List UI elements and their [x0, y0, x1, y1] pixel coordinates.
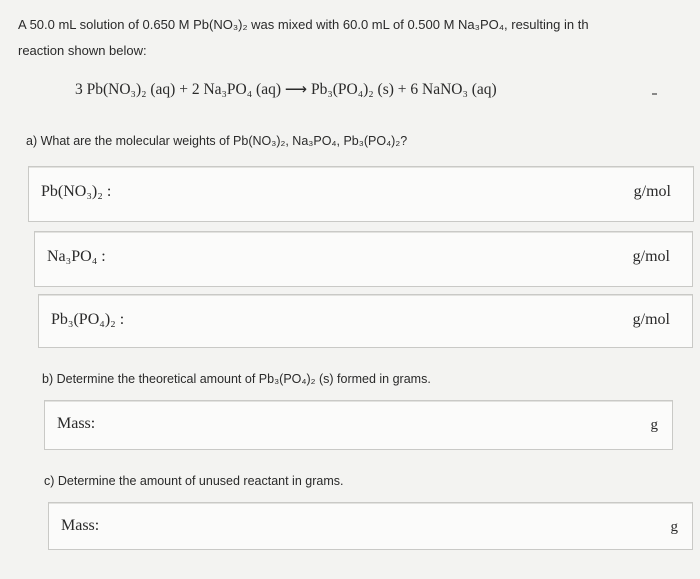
- unit-label-g-per-mol: g/mol: [632, 311, 670, 328]
- field-label-mass: Mass:: [57, 415, 96, 432]
- problem-statement: [18, 12, 700, 64]
- problem-intro-line2: reaction shown below:: [18, 43, 147, 58]
- answer-field-unused-reactant-mass[interactable]: [48, 502, 693, 550]
- answer-field-pb3-po4-2[interactable]: [38, 294, 693, 348]
- field-label-pb3-po4-2: Pb₃(PO₄)₂ :: [51, 311, 125, 328]
- reaction-equation: 3 Pb(NO₃)₂ (aq) + 2 Na₃PO₄ (aq) ⟶ Pb₃(PO₄)₂ (s) + 6 NaNO₃ (aq): [75, 81, 497, 98]
- unit-label-g-per-mol: g/mol: [633, 183, 671, 200]
- answer-field-na3po4[interactable]: [34, 231, 693, 287]
- question-part-b: b) Determine the theoretical amount of Pb₃(PO₄)₂ (s) formed in grams.: [42, 372, 431, 386]
- answer-field-theoretical-mass[interactable]: [44, 400, 673, 450]
- answer-field-pb-no3-2[interactable]: [28, 166, 694, 222]
- unit-label-grams: g: [670, 519, 678, 535]
- unit-label-g-per-mol: g/mol: [632, 248, 670, 265]
- unit-label-grams: g: [650, 417, 658, 433]
- problem-intro-line1: A 50.0 mL solution of 0.650 M Pb(NO₃)₂ was mixed with 60.0 mL of 0.500 M Na₃PO₄, resulting in th: [18, 17, 589, 32]
- cursor-mark: [652, 93, 657, 95]
- question-part-c: c) Determine the amount of unused reactant in grams.: [44, 474, 344, 488]
- field-label-na3po4: Na₃PO₄ :: [47, 248, 106, 265]
- field-label-pb-no3-2: Pb(NO₃)₂ :: [41, 183, 112, 200]
- question-part-a: a) What are the molecular weights of Pb(NO₃)₂, Na₃PO₄, Pb₃(PO₄)₂?: [26, 134, 408, 148]
- field-label-mass: Mass:: [61, 517, 100, 534]
